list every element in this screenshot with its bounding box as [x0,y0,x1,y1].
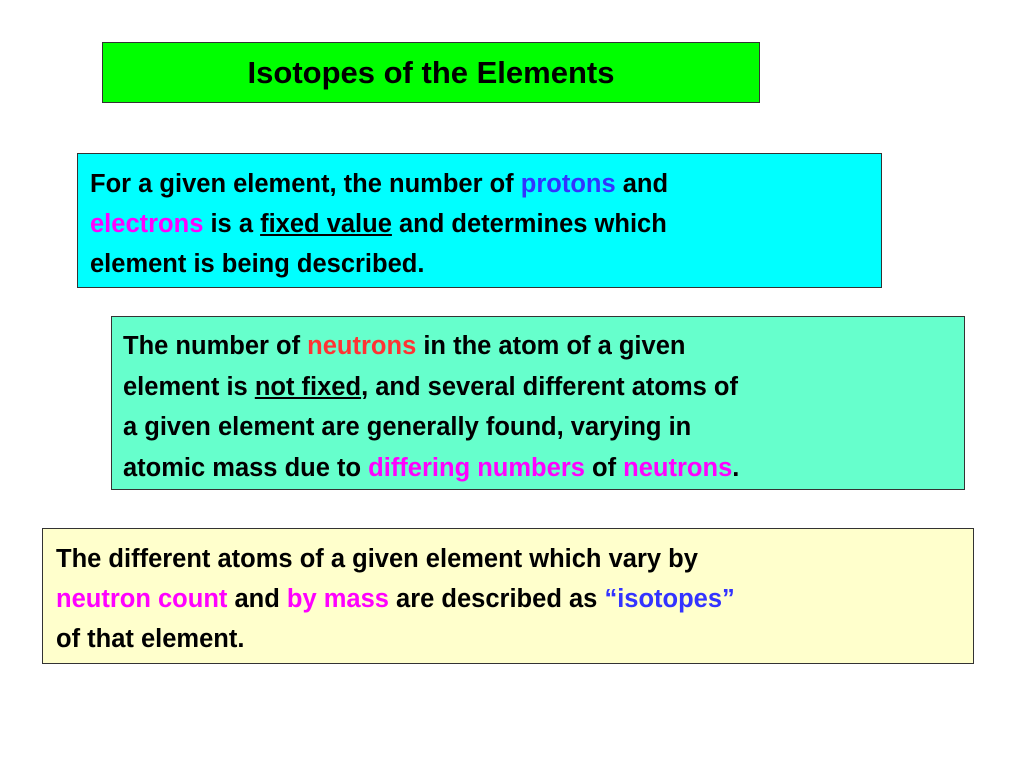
box2-text: , and several different atoms of [361,372,738,401]
box2-text: atomic mass due to [123,453,369,482]
box2-text: . [732,453,740,482]
differing-numbers-term: differing numbers [368,453,585,482]
fixed-value-term: fixed value [260,210,392,238]
box2-text: a given element are generally found, varying in [123,413,692,441]
box2-text: The number of [123,332,308,360]
box2-text: element is [123,372,255,401]
box1-text: and determines which [391,210,667,238]
neutrons-box [111,316,965,490]
neutrons-term: neutrons [307,332,417,360]
isotopes-term: “isotopes” [604,585,735,613]
box1-line-3 [90,244,871,284]
box2-line-3 [123,407,956,448]
not-fixed-term: not fixed [254,372,362,401]
isotopes-definition-box [42,528,974,664]
title-box [102,42,760,103]
box3-text: and [227,585,287,613]
box2-text: of [584,453,624,482]
box1-line-2 [90,204,871,244]
box1-line-1 [90,164,871,204]
protons-term: protons [520,170,616,198]
neutrons-term: neutrons [623,453,733,482]
box3-text: of that element. [56,625,245,653]
box1-text: is a [203,210,261,238]
page-title: Isotopes of the Elements [247,54,615,90]
box2-line-4 [123,448,956,489]
box3-line-3 [56,619,965,659]
box1-text: For a given element, the number of [90,170,521,198]
box2-text: in the atom of a given [416,332,686,360]
box1-text: and [615,170,669,198]
box3-line-2 [56,579,965,619]
electrons-term: electrons [90,210,204,238]
box3-line-1 [56,539,965,579]
box2-line-2 [123,367,956,408]
box1-text: element is being described. [90,250,425,278]
box3-text: The different atoms of a given element which vary by [56,545,698,573]
protons-electrons-box [77,153,882,288]
box3-text: are described as [388,585,605,613]
by-mass-term: by mass [286,585,389,613]
box2-line-1 [123,326,956,367]
neutron-count-term: neutron count [56,585,228,613]
